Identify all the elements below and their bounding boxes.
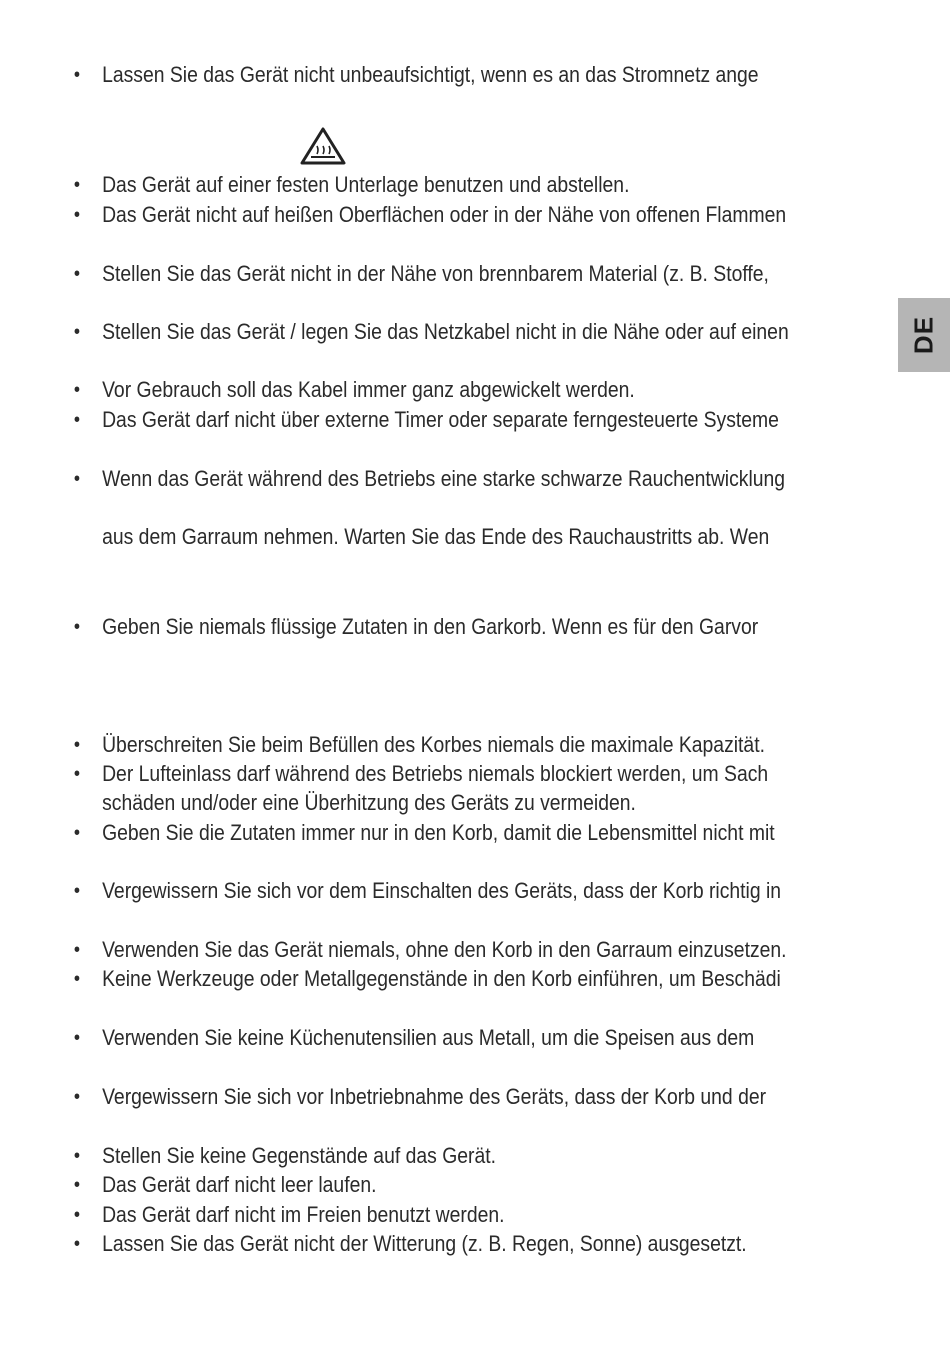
bullet: • — [73, 1233, 81, 1255]
bullet: • — [73, 616, 81, 638]
bullet: • — [73, 939, 81, 961]
bullet: • — [73, 409, 81, 431]
bullet: • — [73, 468, 81, 490]
bullet: • — [73, 321, 81, 343]
bullet: • — [73, 64, 81, 86]
bullet: • — [73, 1145, 81, 1167]
bullet: • — [73, 204, 81, 226]
language-tab-label: DE — [908, 315, 939, 355]
hot-surface-warning-icon — [299, 126, 347, 166]
bullet: • — [73, 1086, 81, 1108]
bullet: • — [73, 734, 81, 756]
bullet: • — [73, 822, 81, 844]
bullet: • — [73, 263, 81, 285]
bullet: • — [73, 379, 81, 401]
bullet: • — [73, 1027, 81, 1049]
bullet: • — [73, 763, 81, 785]
bullet: • — [73, 174, 81, 196]
bullet: • — [73, 968, 81, 990]
language-tab — [898, 298, 950, 372]
bullet: • — [73, 1204, 81, 1226]
bullet: • — [73, 880, 81, 902]
bullet: • — [73, 1174, 81, 1196]
